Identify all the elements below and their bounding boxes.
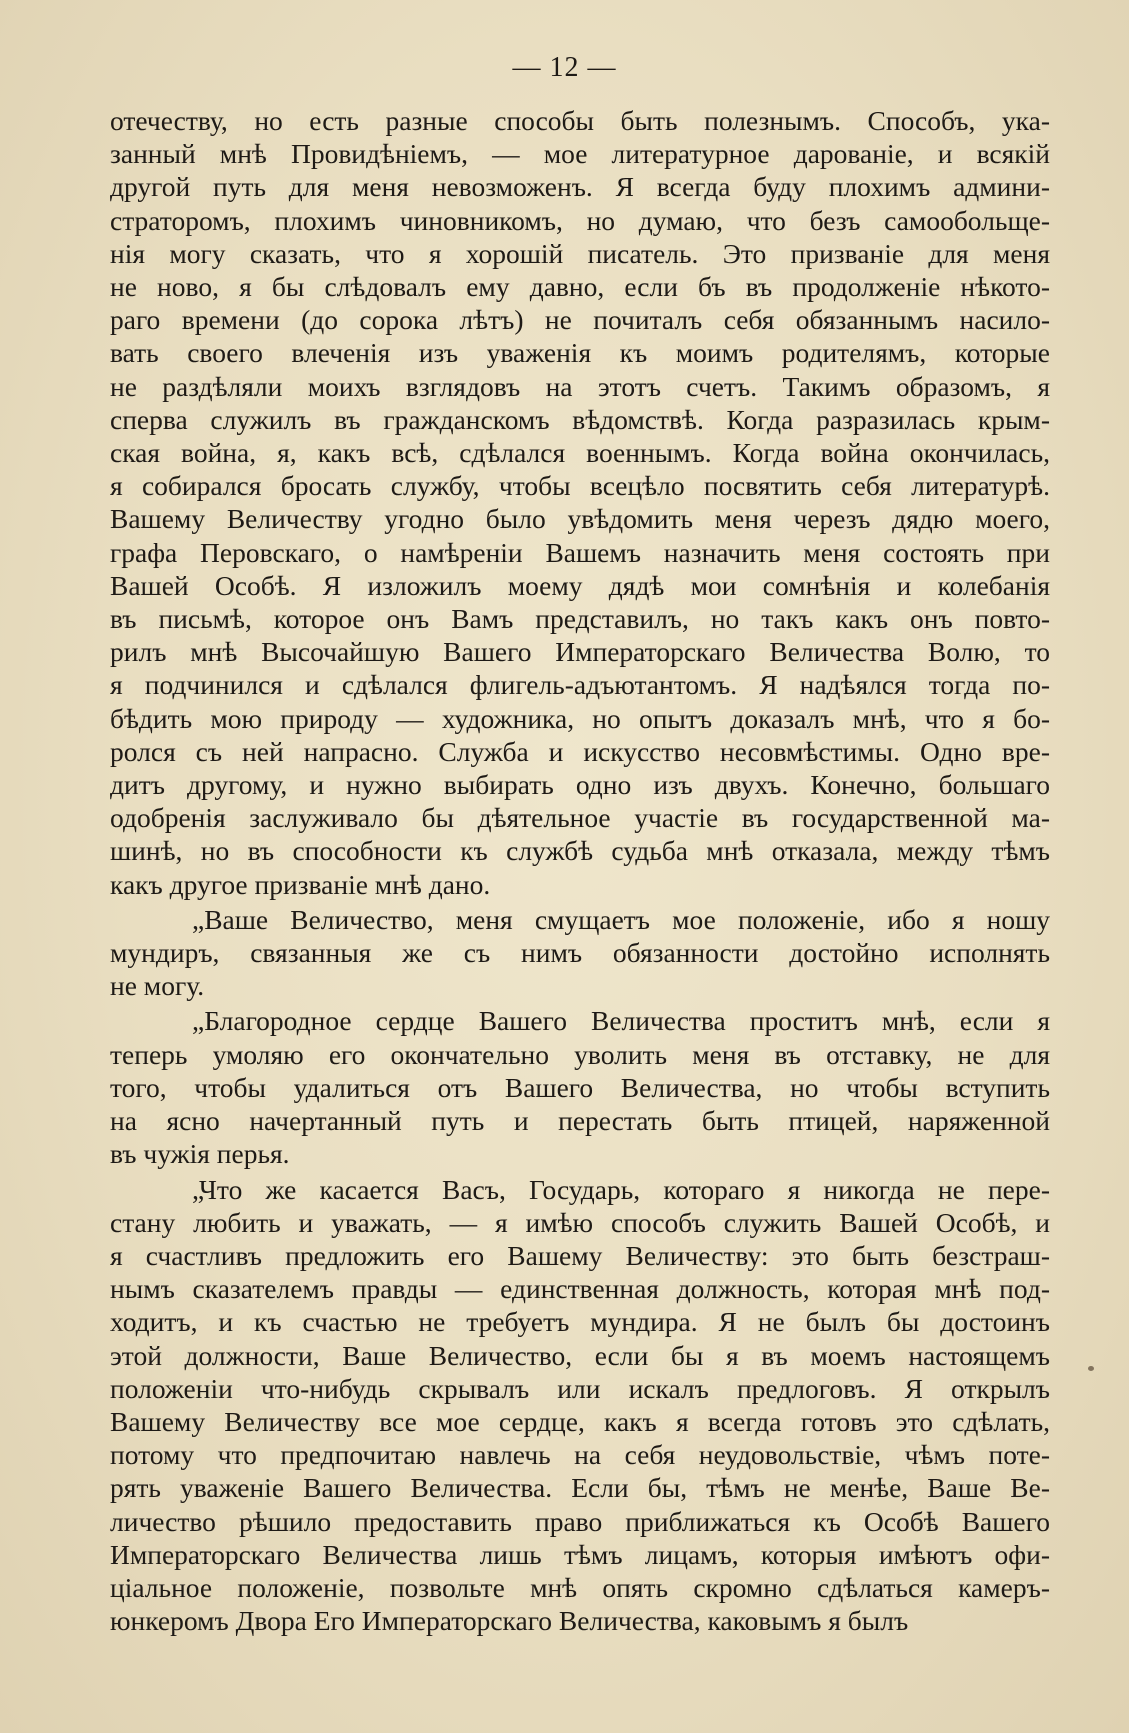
- paragraph: [110, 104, 1050, 901]
- text-line: сперва служилъ въ гражданскомъ вѣдомствѣ. Когда разразилась крым-: [110, 403, 1050, 435]
- text-line: не ново, я бы слѣдовалъ ему давно, если бъ въ продолженіе нѣкото-: [110, 271, 1050, 303]
- text-line: не могу.: [110, 970, 205, 1002]
- page-number: — 12 —: [512, 52, 617, 83]
- text-line: мундиръ, связанныя же съ нимъ обязанности достойно исполнять: [110, 937, 1050, 969]
- text-line: не раздѣляли моихъ взглядовъ на этотъ счетъ. Такимъ образомъ, я: [110, 370, 1050, 402]
- text-line: Вашему Величеству все мое сердце, какъ я всегда готовъ это сдѣлать,: [110, 1405, 1050, 1437]
- text-line: ская война, я, какъ всѣ, сдѣлался военнымъ. Когда война окончилась,: [110, 437, 1050, 469]
- text-line: я подчинился и сдѣлался флигель-адъютантомъ. Я надѣялся тогда по-: [110, 669, 1050, 701]
- text-line: въ письмѣ, которое онъ Вамъ представилъ, но такъ какъ онъ повто-: [110, 603, 1050, 635]
- text-line: въ чужія перья.: [110, 1138, 290, 1170]
- text-line: „Благородное сердце Вашего Величества проститъ мнѣ, если я: [192, 1005, 1050, 1037]
- text-line: страторомъ, плохимъ чиновникомъ, но думаю, что безъ самообольще-: [110, 204, 1050, 236]
- text-line: ролся съ ней напрасно. Служба и искусство несовмѣстимы. Одно вре-: [110, 735, 1050, 767]
- text-line: нымъ сказателемъ правды — единственная должность, которая мнѣ под-: [110, 1273, 1050, 1305]
- text-line: одобренія заслуживало бы дѣятельное участіе въ государственной ма-: [110, 802, 1050, 834]
- text-line: Вашему Величеству угодно было увѣдомить меня черезъ дядю моего,: [110, 503, 1050, 535]
- text-line: графа Перовскаго, о намѣреніи Вашемъ назначить меня состоять при: [110, 536, 1050, 568]
- text-line: положеніи что-нибудь скрывалъ или искалъ предлоговъ. Я открылъ: [110, 1372, 1050, 1404]
- text-line: теперь умоляю его окончательно уволить меня въ отставку, не для: [110, 1038, 1050, 1070]
- text-line: ціальное положеніе, позвольте мнѣ опять скромно сдѣлаться камеръ-: [110, 1571, 1050, 1603]
- text-line: дитъ другому, и нужно выбирать одно изъ двухъ. Конечно, большаго: [110, 769, 1050, 801]
- text-line: „Что же касается Васъ, Государь, котораго я никогда не пере-: [192, 1173, 1050, 1205]
- text-line: стану любить и уважать, — я имѣю способъ служить Вашей Особѣ, и: [110, 1206, 1050, 1238]
- text-line: рилъ мнѣ Высочайшую Вашего Императорскаго Величества Волю, то: [110, 636, 1050, 668]
- text-line: какъ другое призваніе мнѣ дано.: [110, 868, 491, 900]
- text-line: другой путь для меня невозможенъ. Я всегда буду плохимъ админи-: [110, 171, 1050, 203]
- text-line: занный мнѣ Провидѣніемъ, — мое литературное дарованіе, и всякій: [110, 138, 1050, 170]
- text-line: Вашей Особѣ. Я изложилъ моему дядѣ мои сомнѣнія и колебанія: [110, 569, 1050, 601]
- text-line: на ясно начертанный путь и перестать быть птицей, наряженной: [110, 1105, 1050, 1137]
- text-line: „Ваше Величество, меня смущаетъ мое положеніе, ибо я ношу: [192, 903, 1050, 935]
- body-text: [110, 104, 1050, 1637]
- text-line: я собирался бросать службу, чтобы всецѣло посвятить себя литературѣ.: [110, 470, 1050, 502]
- print-speck: [1088, 1366, 1094, 1371]
- text-line: того, чтобы удалиться отъ Вашего Величества, но чтобы вступить: [110, 1071, 1050, 1103]
- text-line: личество рѣшило предоставить право приближаться къ Особѣ Вашего: [110, 1505, 1050, 1537]
- text-line: юнкеромъ Двора Его Императорскаго Величества, каковымъ я былъ: [110, 1605, 909, 1637]
- text-line: шинѣ, но въ способности къ службѣ судьба мнѣ отказала, между тѣмъ: [110, 835, 1050, 867]
- paragraph: [110, 1004, 1050, 1170]
- text-line: рять уваженіе Вашего Величества. Если бы, тѣмъ не менѣе, Ваше Ве-: [110, 1472, 1050, 1504]
- text-line: нія могу сказать, что я хорошій писатель. Это призваніе для меня: [110, 237, 1050, 269]
- paragraph: [110, 1173, 1050, 1638]
- text-line: отечеству, но есть разные способы быть полезнымъ. Способъ, ука-: [110, 105, 1050, 136]
- text-line: вать своего влеченія изъ уваженія къ моимъ родителямъ, которые: [110, 337, 1050, 369]
- text-line: я счастливъ предложить его Вашему Величеству: это быть безстраш-: [110, 1239, 1050, 1271]
- text-line: раго времени (до сорока лѣтъ) не почиталъ себя обязаннымъ насило-: [110, 304, 1050, 336]
- paragraph: [110, 903, 1050, 1003]
- text-line: ходитъ, и къ счастью не требуетъ мундира. Я не былъ бы достоинъ: [110, 1306, 1050, 1338]
- text-line: потому что предпочитаю навлечь на себя неудовольствіе, чѣмъ поте-: [110, 1439, 1050, 1471]
- text-line: бѣдить мою природу — художника, но опытъ доказалъ мнѣ, что я бо-: [110, 702, 1050, 734]
- text-line: этой должности, Ваше Величество, если бы я въ моемъ настоящемъ: [110, 1339, 1050, 1371]
- text-line: Императорскаго Величества лишь тѣмъ лицамъ, которыя имѣютъ офи-: [110, 1538, 1050, 1570]
